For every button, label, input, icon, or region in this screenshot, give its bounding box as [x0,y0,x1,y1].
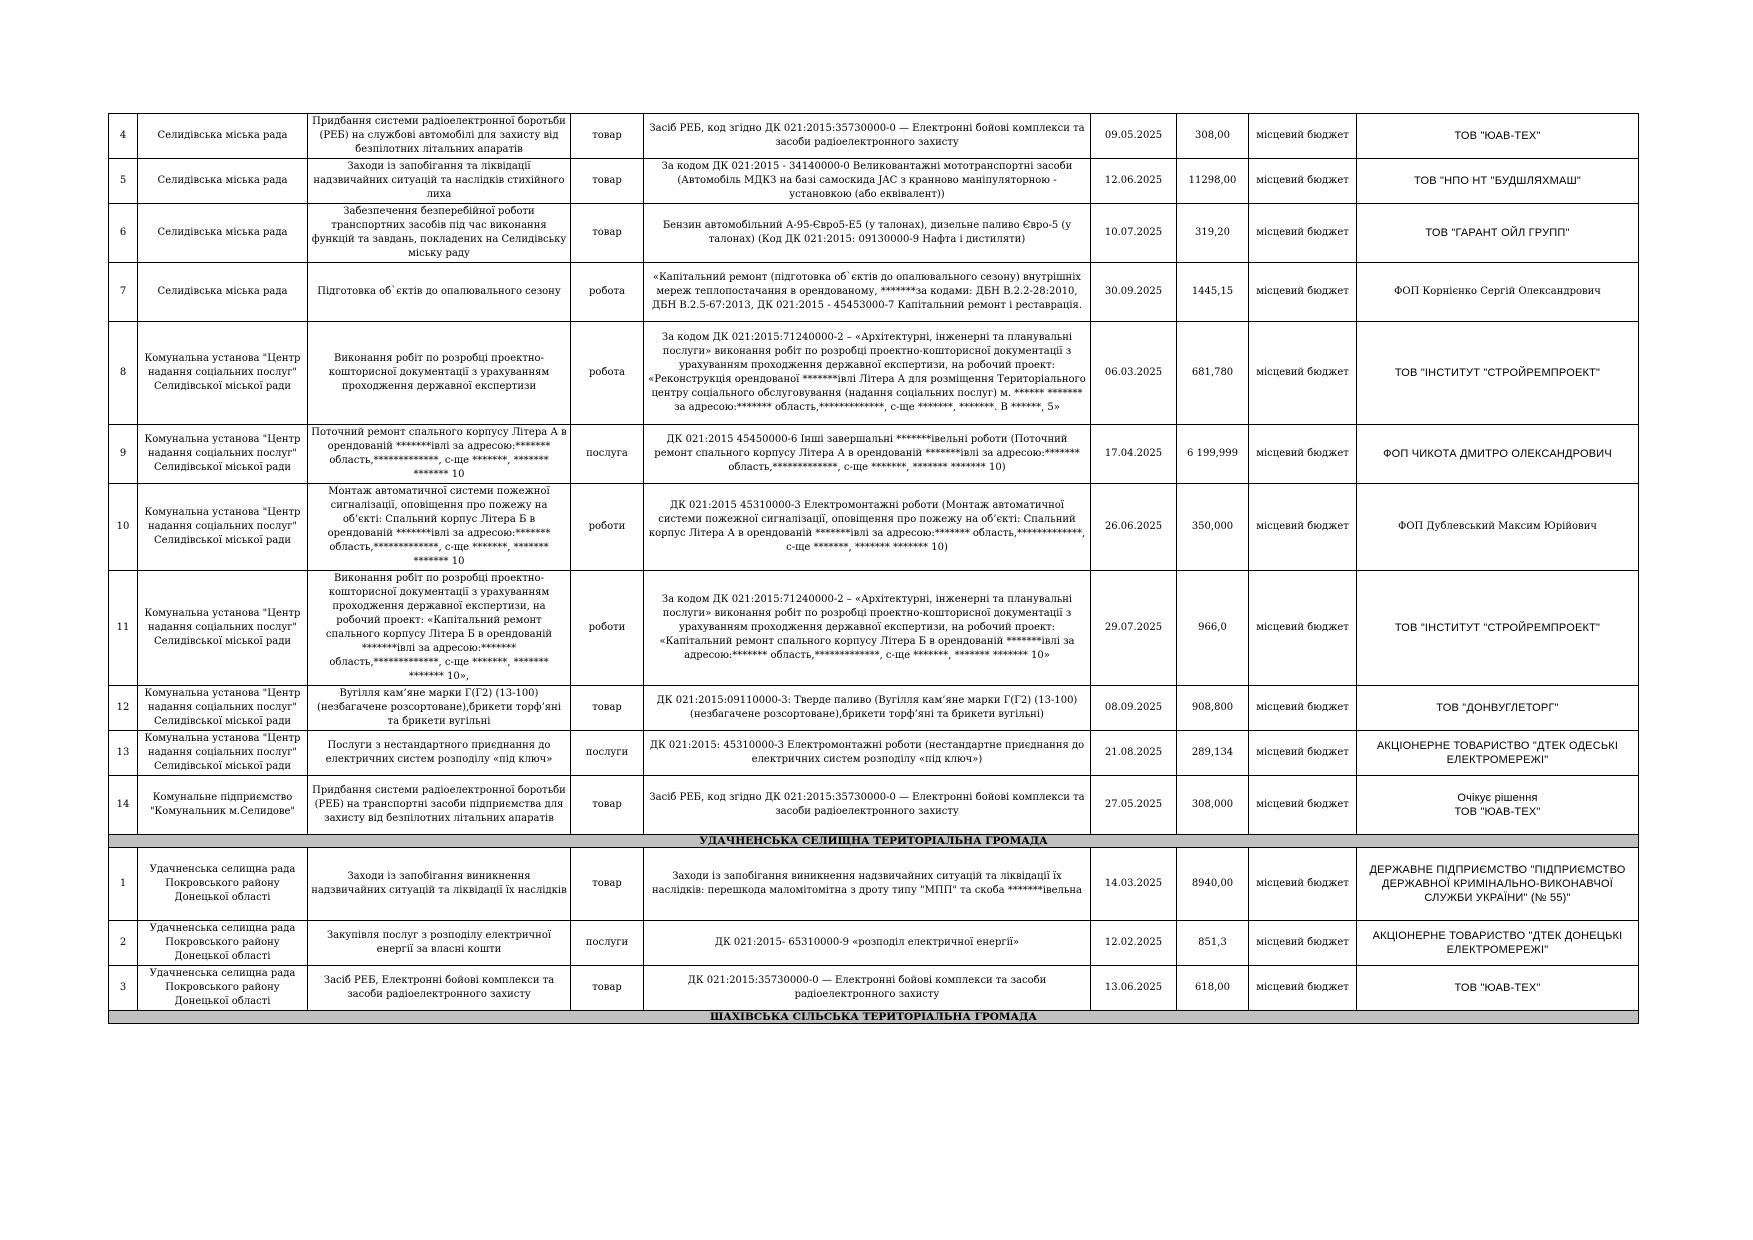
date-cell: 10.07.2025 [1091,204,1177,263]
amount-cell: 966,0 [1177,571,1249,686]
amount-cell: 1445,15 [1177,263,1249,322]
type-cell: робота [571,263,644,322]
table-row [109,204,1639,263]
section-title-shakhove: ШАХІВСЬКА СІЛЬСЬКА ТЕРИТОРІАЛЬНА ГРОМАДА [109,1011,1639,1024]
item-cell: За кодом ДК 021:2015:71240000-2 – «Архітектурні, інженерні та планувальні послуги» виконання робіт по розробці проектно-кошторисної документації з урахуванням проходження державної експертизи, на робочий проект: «Капітальний ремонт спального корпусу Літера Б в орендованій *******івлі за адресою:******* область,*************, с-ще *******, ******* ******* 10» [644,571,1091,686]
source-cell: місцевий бюджет [1249,731,1357,776]
date-cell: 21.08.2025 [1091,731,1177,776]
date-cell: 06.03.2025 [1091,322,1177,425]
date-cell: 26.06.2025 [1091,484,1177,571]
amount-cell: 308,000 [1177,776,1249,835]
amount-cell: 6 199,999 [1177,425,1249,484]
amount-cell: 308,00 [1177,114,1249,159]
row-number: 3 [109,966,138,1011]
item-cell: ДК 021:2015 45450000-6 Інші завершальні *******івельні роботи (Поточний ремонт спального корпусу Літера А в орендованій *******івлі за адресою:******* область,*************, с-ще *******, ******* ******* 10) [644,425,1091,484]
type-cell: послуга [571,425,644,484]
item-cell: «Капітальний ремонт (підготовка об`єктів до опалювального сезону) внутрішніх мереж теплопостачання в орендованому, *******за кодами: ДБН В.2.2-28:2010, ДБН В.2.5-67:2013, ДК 021:2015 - 45453000-7 Капітальний ремонт і реставрація. [644,263,1091,322]
section-header-row [109,835,1639,848]
type-cell: товар [571,114,644,159]
table-row [109,966,1639,1011]
row-number: 14 [109,776,138,835]
supplier-cell: ТОВ "ЮАВ-ТЕХ" [1357,966,1639,1011]
table-row [109,776,1639,835]
date-cell: 08.09.2025 [1091,686,1177,731]
row-number: 6 [109,204,138,263]
supplier-cell: ТОВ "ІНСТИТУТ "СТРОЙРЕМПРОЕКТ" [1357,322,1639,425]
supplier-name: ТОВ "ЮАВ-ТЕХ" [1454,806,1541,818]
row-number: 13 [109,731,138,776]
item-cell: Бензин автомобільний А-95-Євро5-Е5 (у талонах), дизельне паливо Євро-5 (у талонах) (Код ДК 021:2015: 09130000-9 Нафта і дистиляти) [644,204,1091,263]
source-cell: місцевий бюджет [1249,921,1357,966]
customer-cell: Селидівська міська рада [138,114,308,159]
row-number: 1 [109,848,138,921]
type-cell: товар [571,204,644,263]
date-cell: 13.06.2025 [1091,966,1177,1011]
table-row [109,425,1639,484]
type-cell: товар [571,966,644,1011]
source-cell: місцевий бюджет [1249,966,1357,1011]
supplier-cell: ТОВ "ДОНВУГЛЕТОРГ" [1357,686,1639,731]
item-cell: Заходи із запобігання виникнення надзвичайних ситуацій та ліквідації їх наслідків: перешкода маломітомітна з дроту типу "МПП" та скоба *******івельна [644,848,1091,921]
item-cell: Засіб РЕБ, код згідно ДК 021:2015:35730000-0 — Електронні бойові комплекси та засоби радіоелектронного захисту [644,114,1091,159]
supplier-cell [1357,776,1639,835]
type-cell: товар [571,848,644,921]
supplier-cell: ТОВ "НПО НТ "БУДШЛЯХМАШ" [1357,159,1639,204]
amount-cell: 851,3 [1177,921,1249,966]
type-cell: послуги [571,731,644,776]
customer-cell: Комунальна установа "Центр надання соціальних послуг" Селидівської міської ради [138,571,308,686]
supplier-cell: ФОП Дублевський Максим Юрійович [1357,484,1639,571]
customer-cell: Селидівська міська рада [138,263,308,322]
row-number: 4 [109,114,138,159]
source-cell: місцевий бюджет [1249,848,1357,921]
amount-cell: 11298,00 [1177,159,1249,204]
subject-cell: Заходи із запобігання та ліквідації надзвичайних ситуацій та наслідків стихійного лиха [308,159,571,204]
subject-cell: Заходи із запобігання виникнення надзвичайних ситуацій та ліквідації їх наслідків [308,848,571,921]
source-cell: місцевий бюджет [1249,114,1357,159]
customer-cell: Удачненська селищна рада Покровського району Донецької області [138,921,308,966]
subject-cell: Послуги з нестандартного приєднання до електричних систем розподілу «під ключ» [308,731,571,776]
source-cell: місцевий бюджет [1249,204,1357,263]
amount-cell: 618,00 [1177,966,1249,1011]
supplier-cell: АКЦІОНЕРНЕ ТОВАРИСТВО "ДТЕК ДОНЕЦЬКІ ЕЛЕКТРОМЕРЕЖІ" [1357,921,1639,966]
subject-cell: Виконання робіт по розробці проектно-кошторисної документації з урахуванням проходження державної експертизи, на робочий проект: «Капітальний ремонт спального корпусу Літера Б в орендованій *******івлі за адресою:******* область,*************, с-ще *******, ******* ******* 10», [308,571,571,686]
supplier-cell: ТОВ "ІНСТИТУТ "СТРОЙРЕМПРОЕКТ" [1357,571,1639,686]
subject-cell: Виконання робіт по розробці проектно-кошторисної документації з урахуванням проходження державної експертизи [308,322,571,425]
source-cell: місцевий бюджет [1249,425,1357,484]
table-row [109,921,1639,966]
subject-cell: Поточний ремонт спального корпусу Літера А в орендованій *******івлі за адресою:******* область,*************, с-ще *******, ******* ******* 10 [308,425,571,484]
table-row [109,848,1639,921]
customer-cell: Комунальне підприємство "Комунальник м.Селидове" [138,776,308,835]
table-row [109,114,1639,159]
row-number: 11 [109,571,138,686]
customer-cell: Комунальна установа "Центр надання соціальних послуг" Селидівської міської ради [138,484,308,571]
subject-cell: Придбання системи радіоелектронної боротьби (РЕБ) на транспортні засоби підприємства для захисту від безпілотних літальних апаратів [308,776,571,835]
amount-cell: 350,000 [1177,484,1249,571]
date-cell: 30.09.2025 [1091,263,1177,322]
table-row [109,484,1639,571]
table-row [109,263,1639,322]
row-number: 7 [109,263,138,322]
subject-cell: Придбання системи радіоелектронної боротьби (РЕБ) на службові автомобілі для захисту від безпілотних літальних апаратів [308,114,571,159]
row-number: 5 [109,159,138,204]
row-number: 8 [109,322,138,425]
date-cell: 12.06.2025 [1091,159,1177,204]
subject-cell: Закупівля послуг з розподілу електричної енергії за власні кошти [308,921,571,966]
item-cell: Засіб РЕБ, код згідно ДК 021:2015:35730000-0 — Електронні бойові комплекси та засоби радіоелектронного захисту [644,776,1091,835]
amount-cell: 319,20 [1177,204,1249,263]
item-cell: ДК 021:2015:35730000-0 — Електронні бойові комплекси та засоби радіоелектронного захисту [644,966,1091,1011]
customer-cell: Комунальна установа "Центр надання соціальних послуг" Селидівської міської ради [138,425,308,484]
date-cell: 12.02.2025 [1091,921,1177,966]
amount-cell: 289,134 [1177,731,1249,776]
item-cell: ДК 021:2015- 65310000-9 «розподіл електричної енергії» [644,921,1091,966]
amount-cell: 681,780 [1177,322,1249,425]
supplier-cell: ФОП Корнієнко Сергій Олександрович [1357,263,1639,322]
row-number: 12 [109,686,138,731]
source-cell: місцевий бюджет [1249,484,1357,571]
supplier-cell: ФОП ЧИКОТА ДМИТРО ОЛЕКСАНДРОВИЧ [1357,425,1639,484]
source-cell: місцевий бюджет [1249,686,1357,731]
customer-cell: Удачненська селищна рада Покровського району Донецької області [138,848,308,921]
date-cell: 09.05.2025 [1091,114,1177,159]
row-number: 9 [109,425,138,484]
date-cell: 17.04.2025 [1091,425,1177,484]
customer-cell: Удачненська селищна рада Покровського району Донецької області [138,966,308,1011]
type-cell: робота [571,322,644,425]
subject-cell: Монтаж автоматичної системи пожежної сигналізації, оповіщення про пожежу на об’єкті: Спальний корпус Літера Б в орендованій *******івлі за адресою:******* область,*************, с-ще *******, ******* ******* 10 [308,484,571,571]
item-cell: ДК 021:2015: 45310000-3 Електромонтажні роботи (нестандартне приєднання до електричних систем розподілу «під ключ») [644,731,1091,776]
table-row [109,731,1639,776]
source-cell: місцевий бюджет [1249,322,1357,425]
item-cell: За кодом ДК 021:2015 - 34140000-0 Великовантажні мототранспортні засоби (Автомобіль МДКЗ на базі самоскида JAC з кранново маніпуляторною - установкою (або еквівалент)) [644,159,1091,204]
source-cell: місцевий бюджет [1249,263,1357,322]
subject-cell: Вугілля кам’яне марки Г(Г2) (13-100) (незбагачене розсортоване),брикети торф’яні та брикети вугільні [308,686,571,731]
subject-cell: Засіб РЕБ, Електронні бойові комплекси та засоби радіоелектронного захисту [308,966,571,1011]
type-cell: товар [571,776,644,835]
item-cell: За кодом ДК 021:2015:71240000-2 – «Архітектурні, інженерні та планувальні послуги» виконання робіт по розробці проектно-кошторисної документації з урахуванням проходження державної експертизи, на робочий проект: «Реконструкція орендованої *******івлі Літера А для розміщення Територіального центру соціального обслуговування (надання соціальних послуг) м. ****** ******* за адресою:******* область,*************, с-ще *******, *******. В ******, 5» [644,322,1091,425]
source-cell: місцевий бюджет [1249,776,1357,835]
item-cell: ДК 021:2015 45310000-3 Електромонтажні роботи (Монтаж автоматичної системи пожежної сигналізації, оповіщення про пожежу на об’єкті: Спальний корпус Літера А в орендованій *******івлі за адресою:******* область,*************, с-ще *******, ******* ******* 10) [644,484,1091,571]
table-row [109,159,1639,204]
date-cell: 29.07.2025 [1091,571,1177,686]
date-cell: 27.05.2025 [1091,776,1177,835]
row-number: 10 [109,484,138,571]
customer-cell: Селидівська міська рада [138,159,308,204]
type-cell: товар [571,686,644,731]
type-cell: послуги [571,921,644,966]
item-cell: ДК 021:2015:09110000-3: Тверде паливо (Вугілля кам’яне марки Г(Г2) (13-100) (незбагачене розсортоване),брикети торф’яні та брикети вугільні) [644,686,1091,731]
date-cell: 14.03.2025 [1091,848,1177,921]
table-row [109,571,1639,686]
subject-cell: Забезпечення безперебійної роботи транспортних засобів під час виконання функцій та завдань, покладених на Селидівську міську раду [308,204,571,263]
subject-cell: Підготовка об`єктів до опалювального сезону [308,263,571,322]
customer-cell: Селидівська міська рада [138,204,308,263]
customer-cell: Комунальна установа "Центр надання соціальних послуг" Селидівської міської ради [138,686,308,731]
table-row [109,322,1639,425]
customer-cell: Комунальна установа "Центр надання соціальних послуг" Селидівської міської ради [138,322,308,425]
type-cell: товар [571,159,644,204]
supplier-cell: АКЦІОНЕРНЕ ТОВАРИСТВО "ДТЕК ОДЕСЬКІ ЕЛЕКТРОМЕРЕЖІ" [1357,731,1639,776]
customer-cell: Комунальна установа "Центр надання соціальних послуг" Селидівської міської ради [138,731,308,776]
procurement-table [108,113,1639,1024]
source-cell: місцевий бюджет [1249,571,1357,686]
amount-cell: 908,800 [1177,686,1249,731]
row-number: 2 [109,921,138,966]
supplier-cell: ТОВ "ЮАВ-ТЕХ" [1357,114,1639,159]
type-cell: роботи [571,484,644,571]
amount-cell: 8940,00 [1177,848,1249,921]
source-cell: місцевий бюджет [1249,159,1357,204]
type-cell: роботи [571,571,644,686]
section-title-udachne: УДАЧНЕНСЬКА СЕЛИЩНА ТЕРИТОРІАЛЬНА ГРОМАДА [109,835,1639,848]
supplier-cell: ТОВ "ГАРАНТ ОЙЛ ГРУПП" [1357,204,1639,263]
supplier-cell: ДЕРЖАВНЕ ПІДПРИЄМСТВО "ПІДПРИЄМСТВО ДЕРЖАВНОЇ КРИМІНАЛЬНО-ВИКОНАВЧОЇ СЛУЖБИ УКРАЇНИ" (№ 55)" [1357,848,1639,921]
table-row [109,686,1639,731]
section-header-row [109,1011,1639,1024]
supplier-status: Очікує рішення [1457,792,1538,804]
